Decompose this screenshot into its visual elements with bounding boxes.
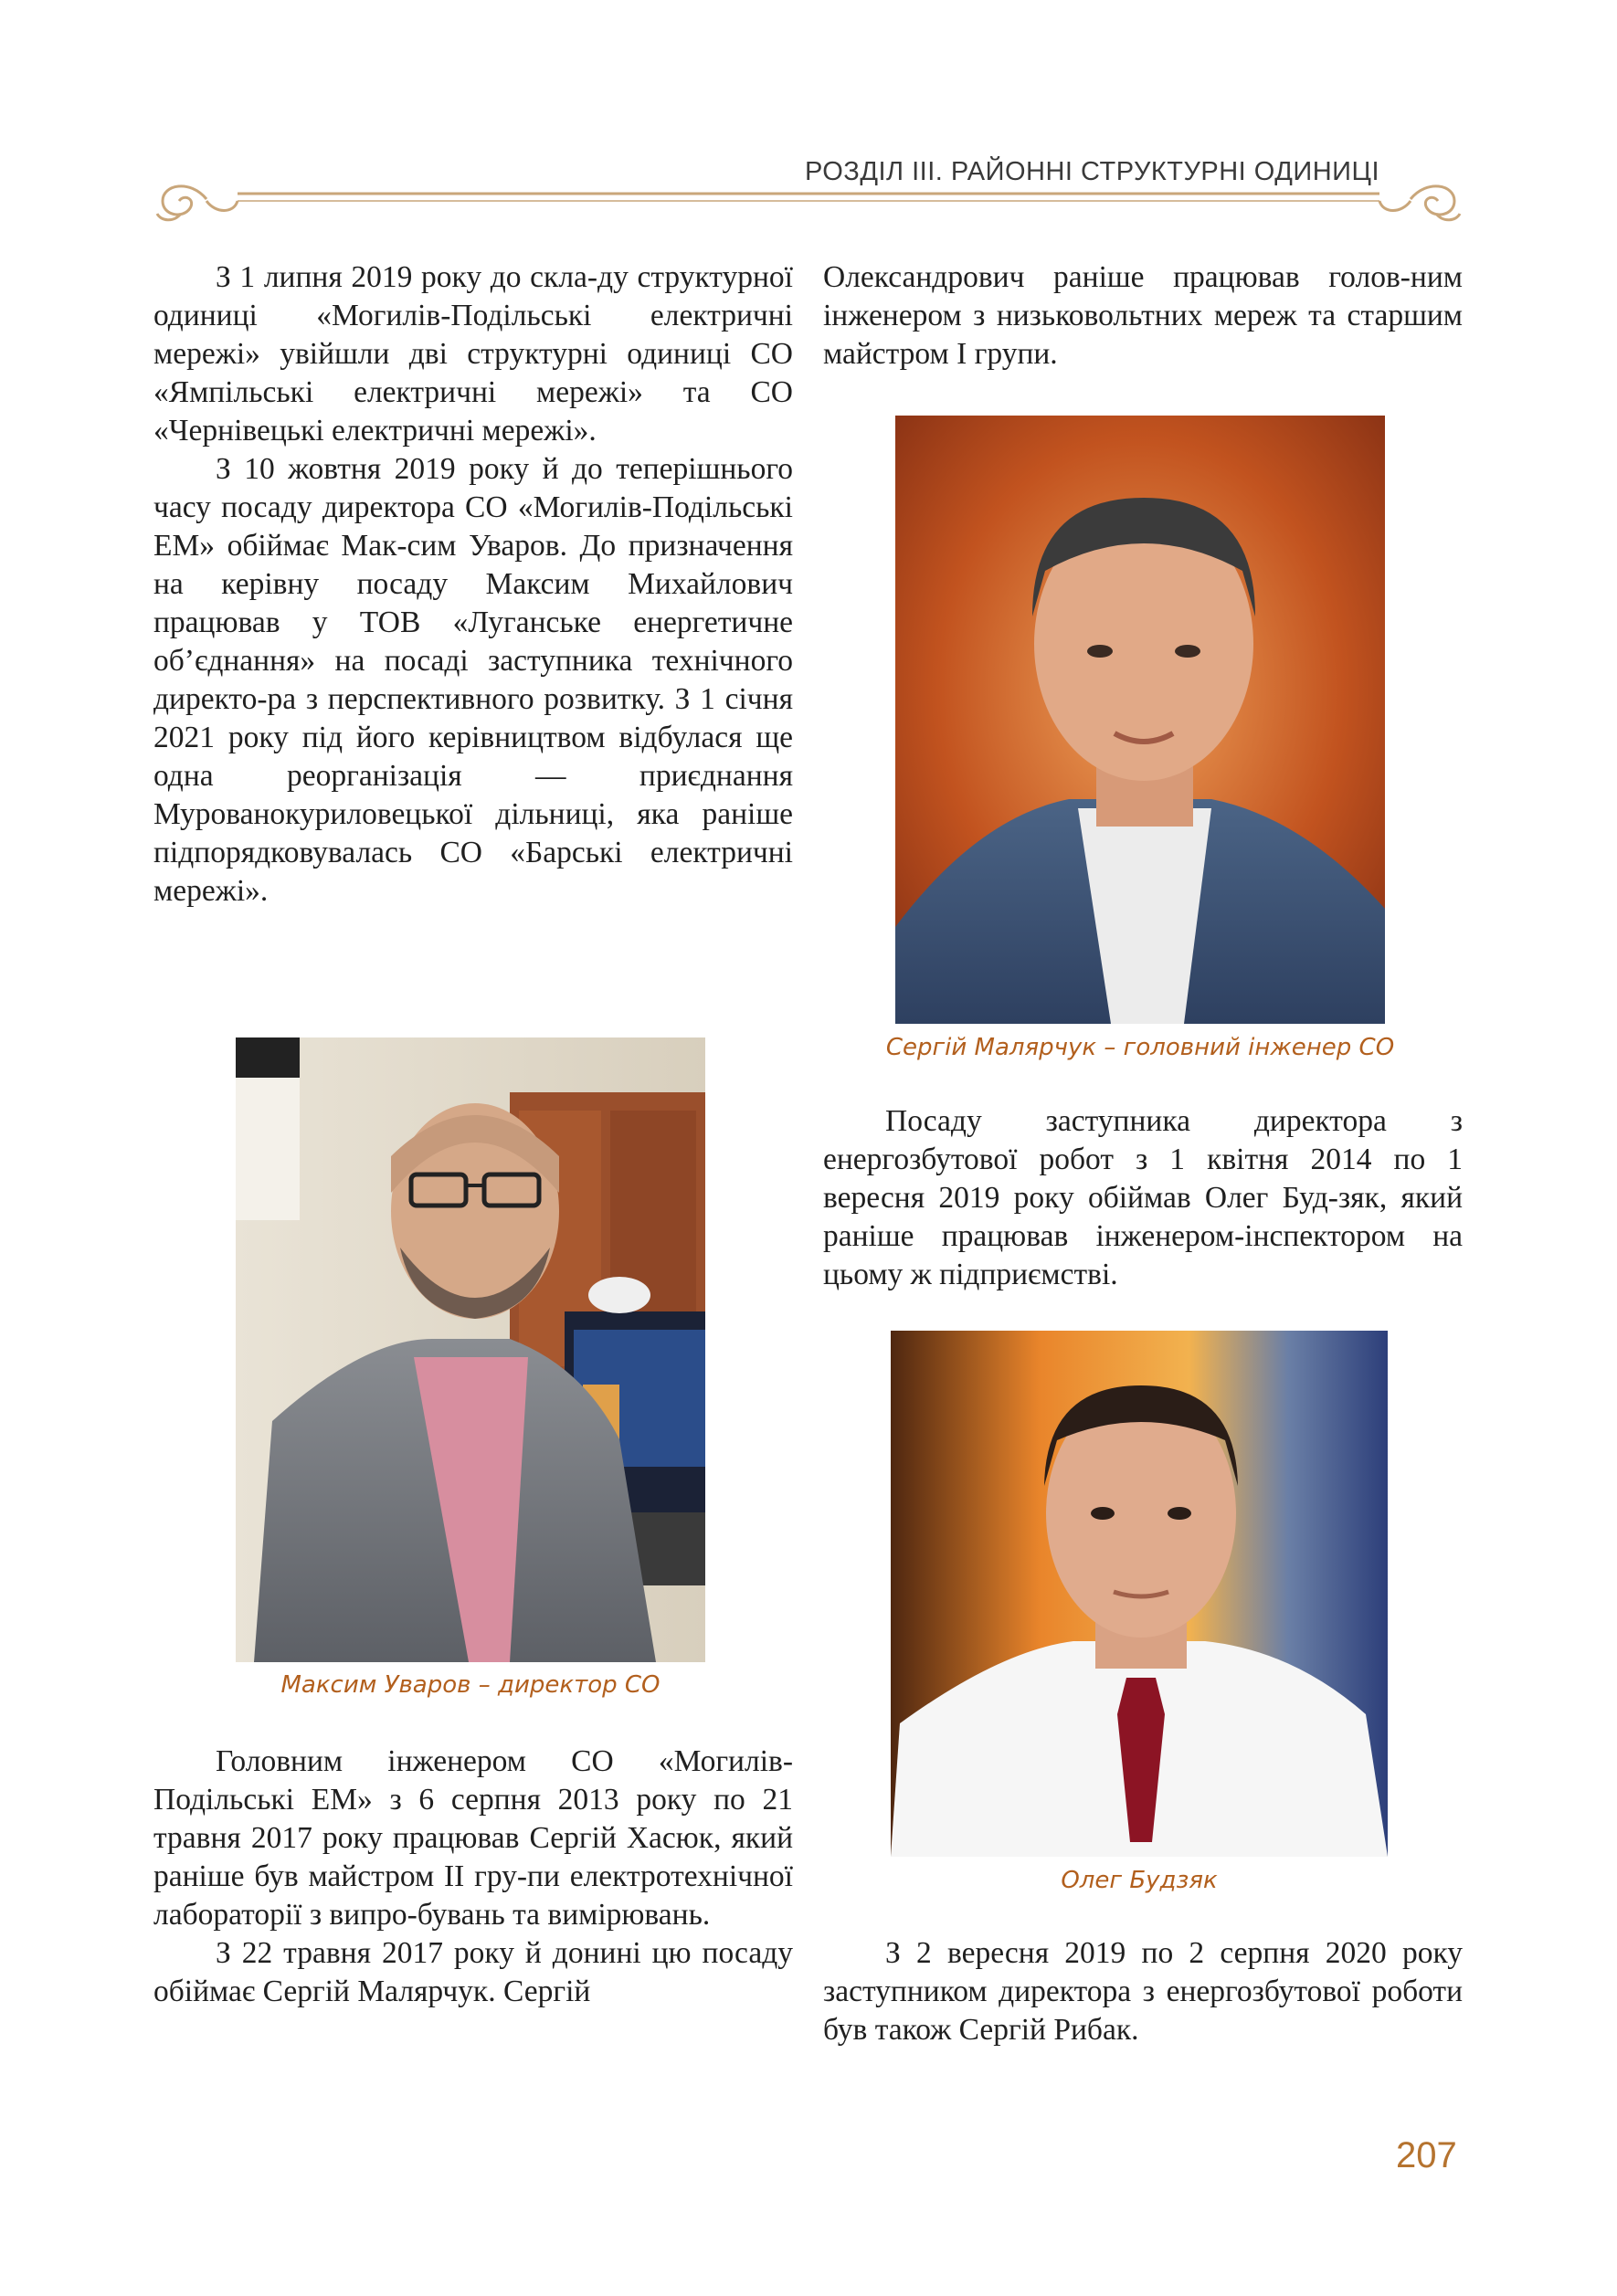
paragraph-chief-engineer-khasyuk: Головним інженером СО «Могилів-Подільські ЕМ» з 6 серпня 2013 року по 21 травня 2017 року працював Сергій Хасюк, який раніше був майстром ІІ гру-пи електротехнічної лабораторії з випро-бувань та вимірювань.	[153, 1744, 793, 1932]
photo-maksym-uvarov	[236, 1037, 705, 1662]
right-column-bottom-text	[823, 1934, 1463, 2049]
paragraph-reorganization: З 1 липня 2019 року до скла-ду структурної одиниці «Могилів-Подільські електричні мережі» увійшли дві структурні одиниці СО «Ямпільські електричні мережі» та СО «Чернівецькі електричні мережі».	[153, 260, 793, 448]
paragraph-malyarchuk-continued: Олександрович раніше працював голов-ним інженером з низьковольтних мереж та старшим майстром І групи.	[823, 260, 1463, 371]
page-number: 207	[1396, 2135, 1457, 2175]
right-column-mid-text	[823, 1102, 1463, 1294]
paragraph-chief-engineer-malyarchuk: З 22 травня 2017 року й донині цю посаду обіймає Сергій Малярчук. Сергій	[153, 1936, 793, 2008]
section-title: РОЗДІЛ ІІІ. РАЙОННІ СТРУКТУРНІ ОДИНИЦІ	[805, 157, 1379, 186]
caption-malyarchuk: Сергій Малярчук – головний інженер СО	[885, 1034, 1395, 1061]
photo-serhii-malyarchuk	[895, 416, 1385, 1024]
paragraph-director-uvarov: З 10 жовтня 2019 року й до теперішнього часу посаду директора СО «Могилів-Подільські ЕМ» обіймає Мак-сим Уваров. До призначення на керівну посаду Максим Михайлович працював у ТОВ «Луганське енергетичне об’єднання» на посаді заступника технічного директо-ра з перспективного розвитку. З 1 січня 2021 року під його керівництвом відбулася ще одна реорганізація — приєднання Мурованокуриловецької дільниці, яка раніше підпорядковувалась СО «Барські електричні мережі».	[153, 452, 793, 908]
caption-uvarov: Максим Уваров – директор СО	[280, 1671, 661, 1699]
right-column-top-text	[823, 258, 1463, 374]
left-column-bottom-text	[153, 1743, 793, 2011]
paragraph-deputy-director-rybak: З 2 вересня 2019 по 2 серпня 2020 року заступником директора з енергозбутової роботи був також Сергій Рибак.	[823, 1936, 1463, 2047]
header-ornament-rule	[153, 174, 1464, 228]
photo-oleh-budzyak	[891, 1331, 1388, 1857]
left-column-top-text	[153, 258, 793, 911]
paragraph-deputy-director-budzyak: Посаду заступника директора з енергозбутової робот з 1 квітня 2014 по 1 вересня 2019 року обіймав Олег Буд-зяк, який раніше працював інженером-інспектором на цьому ж підприємстві.	[823, 1104, 1463, 1291]
caption-budzyak: Олег Будзяк	[1061, 1867, 1218, 1894]
